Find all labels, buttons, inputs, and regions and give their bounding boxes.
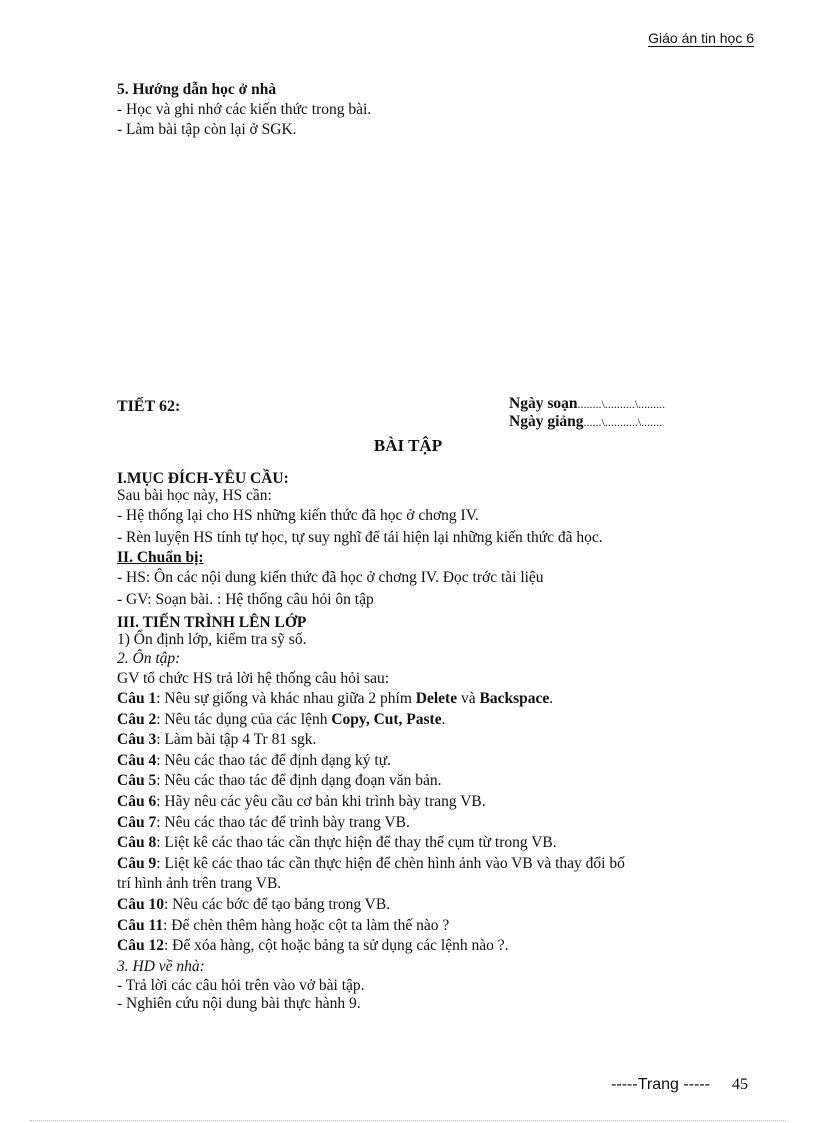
question-line: Câu 4: Nêu các thao tác để định dạng ký tự. xyxy=(117,751,391,769)
question-line: Câu 9: Liệt kê các thao tác cần thực hiện để chèn hình ảnh vào VB và thay đổi bố xyxy=(117,854,625,872)
date-value: ......\...........\....... xyxy=(583,415,663,429)
text-line: - GV: Soạn bài. : Hệ thống câu hỏi ôn tập xyxy=(117,591,374,608)
text-line: Sau bài học này, HS cần: xyxy=(117,487,272,504)
section-homework xyxy=(117,80,371,140)
text-line: - Rèn luyện HS tính tự học, tự suy nghĩ để tái hiện lại những kiến thức đã học. xyxy=(117,529,603,546)
footer-label: -----Trang ----- xyxy=(611,1076,710,1093)
date-label: Ngày giảng xyxy=(509,413,584,430)
text-line: - HS: Ôn các nội dung kiến thức đã học ở chơng IV. Đọc trớc tài liệu xyxy=(117,569,544,586)
question-line: Câu 2: Nêu tác dụng của các lệnh Copy, Cut, Paste. xyxy=(117,710,446,728)
page-number: 45 xyxy=(732,1076,748,1093)
page-border xyxy=(30,1120,786,1121)
question-line: Câu 12: Để xóa hàng, cột hoặc bảng ta sử dụng các lệnh nào ?. xyxy=(117,937,509,955)
lesson-title: BÀI TẬP xyxy=(373,436,443,455)
date-label: Ngày soạn xyxy=(509,395,578,412)
text-line: - Học và ghi nhớ các kiến thức trong bài. xyxy=(117,101,372,118)
question-line: Câu 11: Để chèn thêm hàng hoặc cột ta làm thế nào ? xyxy=(117,916,450,934)
lesson-number: TIẾT 62: xyxy=(117,398,181,415)
subheading: 2. Ôn tập: xyxy=(117,650,181,667)
page-footer xyxy=(611,1076,748,1094)
question-line: Câu 3: Làm bài tập 4 Tr 81 sgk. xyxy=(117,731,317,749)
section-heading: I.MỤC ĐÍCH-YÊU CẦU: xyxy=(117,470,289,487)
question-line: Câu 10: Nêu các bớc để tạo bảng trong VB. xyxy=(117,895,391,913)
section-heading: II. Chuẩn bị: xyxy=(117,549,204,566)
question-line: Câu 6: Hãy nêu các yêu cầu cơ bản khi trình bày trang VB. xyxy=(117,792,486,810)
question-line-cont: trí hình ảnh trên trang VB. xyxy=(117,875,282,893)
section-heading: III. TIẾN TRÌNH LÊN LỚP xyxy=(117,614,307,631)
question-line: Câu 5: Nêu các thao tác để định dạng đoạn văn bản. xyxy=(117,772,442,790)
text-line: - Làm bài tập còn lại ở SGK. xyxy=(117,121,297,138)
date-value: ........\..........\......... xyxy=(577,397,666,411)
main-content xyxy=(117,471,625,1013)
question-line: Câu 8: Liệt kê các thao tác cần thực hiện để thay thế cụm từ trong VB. xyxy=(117,834,557,852)
question-line: Câu 1: Nêu sự giống và khác nhau giữa 2 phím Delete và Backspace. xyxy=(117,690,554,707)
text-line: GV tổ chức HS trả lời hệ thống câu hỏi sau: xyxy=(117,670,390,687)
section-heading: 5. Hướng dẫn học ở nhà xyxy=(117,81,277,98)
text-line: - Nghiên cứu nội dung bài thực hành 9. xyxy=(117,994,361,1012)
text-line: - Trả lời các câu hỏi trên vào vở bài tập. xyxy=(117,976,365,994)
lesson-dates xyxy=(509,395,665,431)
text-line: - Hệ thống lại cho HS những kiến thức đã học ở chơng IV. xyxy=(117,507,479,524)
subheading: 3. HD về nhà: xyxy=(117,957,205,975)
text-line: 1) Ổn định lớp, kiểm tra sỹ số. xyxy=(117,631,307,648)
question-line: Câu 7: Nêu các thao tác để trình bày trang VB. xyxy=(117,813,410,831)
page-header: Giáo án tin học 6 xyxy=(648,30,754,46)
